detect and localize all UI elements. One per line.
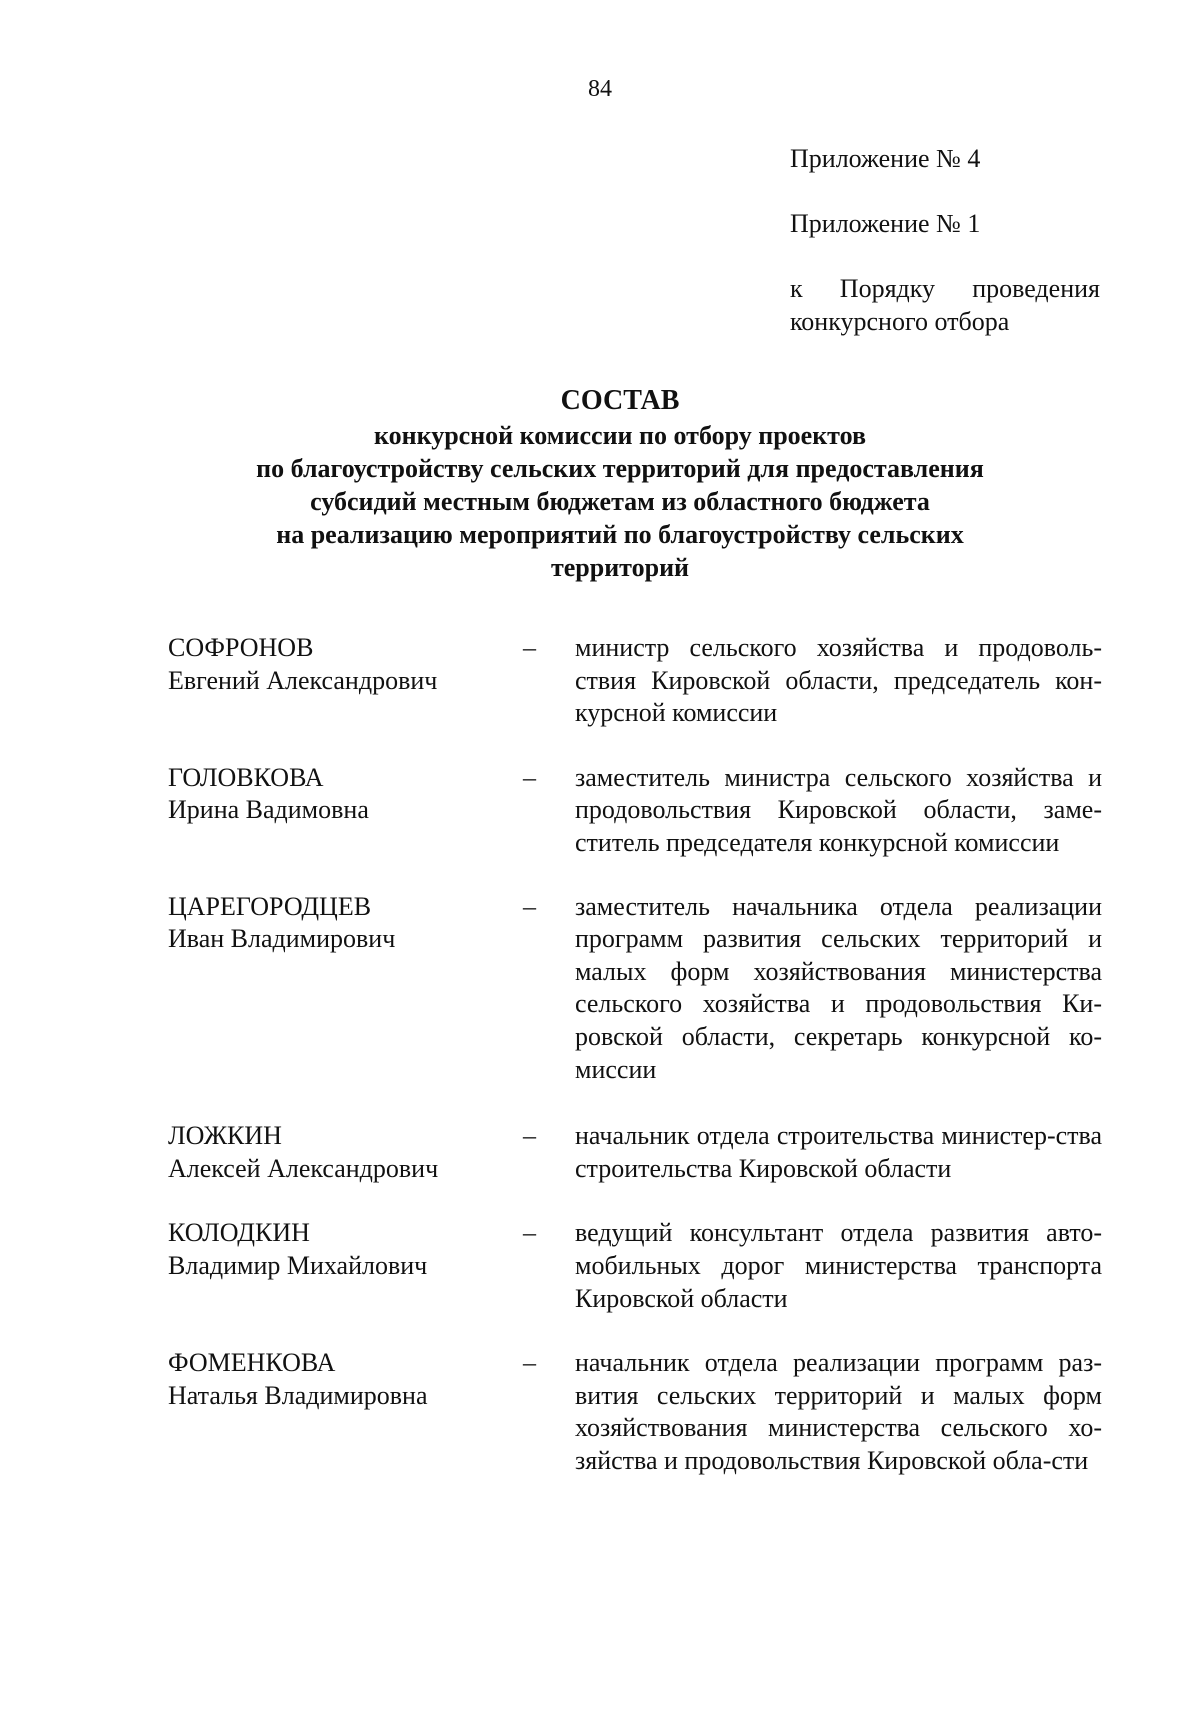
page-number: 84: [588, 76, 612, 102]
member-given-name: Наталья Владимировна: [168, 1380, 428, 1410]
heading-line: на реализацию мероприятий по благоустройству сельских: [276, 520, 964, 549]
member-role: начальник отдела строительства министер-ства строительства Кировской области: [575, 1121, 1102, 1183]
member-role: заместитель начальника отдела реализации программ развития сельских территорий и малых форм хозяйствования министерства сельского хозяйства и продовольствия Ки-ровской области, секретарь конкурсной ко-миссии: [575, 891, 1102, 1084]
member-entry: [168, 1217, 1102, 1315]
member-dash: –: [523, 1348, 536, 1378]
appendix-word-provedeniya: проведения: [972, 274, 1100, 303]
member-entry: [168, 762, 1102, 860]
heading-line: территорий: [550, 553, 690, 582]
member-dash: –: [523, 633, 536, 662]
member-role: начальник отдела реализации программ раз-вития сельских территорий и малых форм хозяйствования министерства сельского хо-зяйства и продовольствия Кировской обла-сти: [575, 1348, 1102, 1475]
member-given-name: Иван Владимирович: [168, 924, 396, 954]
member-surname: СОФРОНОВ: [168, 633, 314, 662]
member-dash: –: [523, 1218, 536, 1248]
appendix-label-4: Приложение № 4: [790, 144, 981, 173]
member-entry: [168, 891, 1102, 1087]
heading-line: конкурсной комиссии по отбору проектов: [373, 421, 867, 450]
member-given-name: Владимир Михайлович: [168, 1250, 428, 1280]
member-surname: ЛОЖКИН: [168, 1121, 282, 1151]
heading-line: субсидий местным бюджетам из областного бюджета: [310, 487, 930, 516]
member-dash: –: [523, 891, 536, 921]
document-heading: [200, 383, 1040, 584]
member-role: заместитель министра сельского хозяйства и продовольствия Кировской области, заме-ститель председателя конкурсной комиссии: [575, 762, 1102, 857]
commission-members-list: [168, 632, 1102, 1477]
member-surname: КОЛОДКИН: [168, 1218, 310, 1248]
member-role: ведущий консультант отдела развития авто-мобильных дорог министерства транспорта Кировской области: [575, 1218, 1102, 1313]
member-surname: ГОЛОВКОВА: [168, 762, 324, 792]
member-surname: ЦАРЕГОРОДЦЕВ: [168, 891, 372, 921]
member-entry: [168, 1347, 1102, 1477]
member-given-name: Алексей Александрович: [168, 1153, 439, 1183]
member-dash: –: [523, 1121, 536, 1151]
member-entry: [168, 1120, 1102, 1185]
appendix-word-poryadku: Порядку: [839, 274, 936, 303]
appendix-reference-line-1: [790, 272, 1100, 305]
appendix-reference: [790, 272, 1100, 338]
heading-line: по благоустройству сельских территорий для предоставления: [256, 454, 984, 483]
heading-title: СОСТАВ: [560, 385, 680, 416]
member-given-name: Евгений Александрович: [168, 665, 438, 695]
member-role: министр сельского хозяйства и продоволь-ствия Кировской области, председатель кон-курсной комиссии: [575, 633, 1102, 728]
member-surname: ФОМЕНКОВА: [168, 1348, 336, 1378]
member-dash: –: [523, 762, 536, 792]
member-given-name: Ирина Вадимовна: [168, 795, 369, 825]
member-entry: [168, 632, 1102, 730]
appendix-label-1: Приложение № 1: [790, 209, 981, 238]
appendix-reference-line-2: конкурсного отбора: [790, 307, 1010, 336]
appendix-word-k: к: [790, 274, 803, 303]
